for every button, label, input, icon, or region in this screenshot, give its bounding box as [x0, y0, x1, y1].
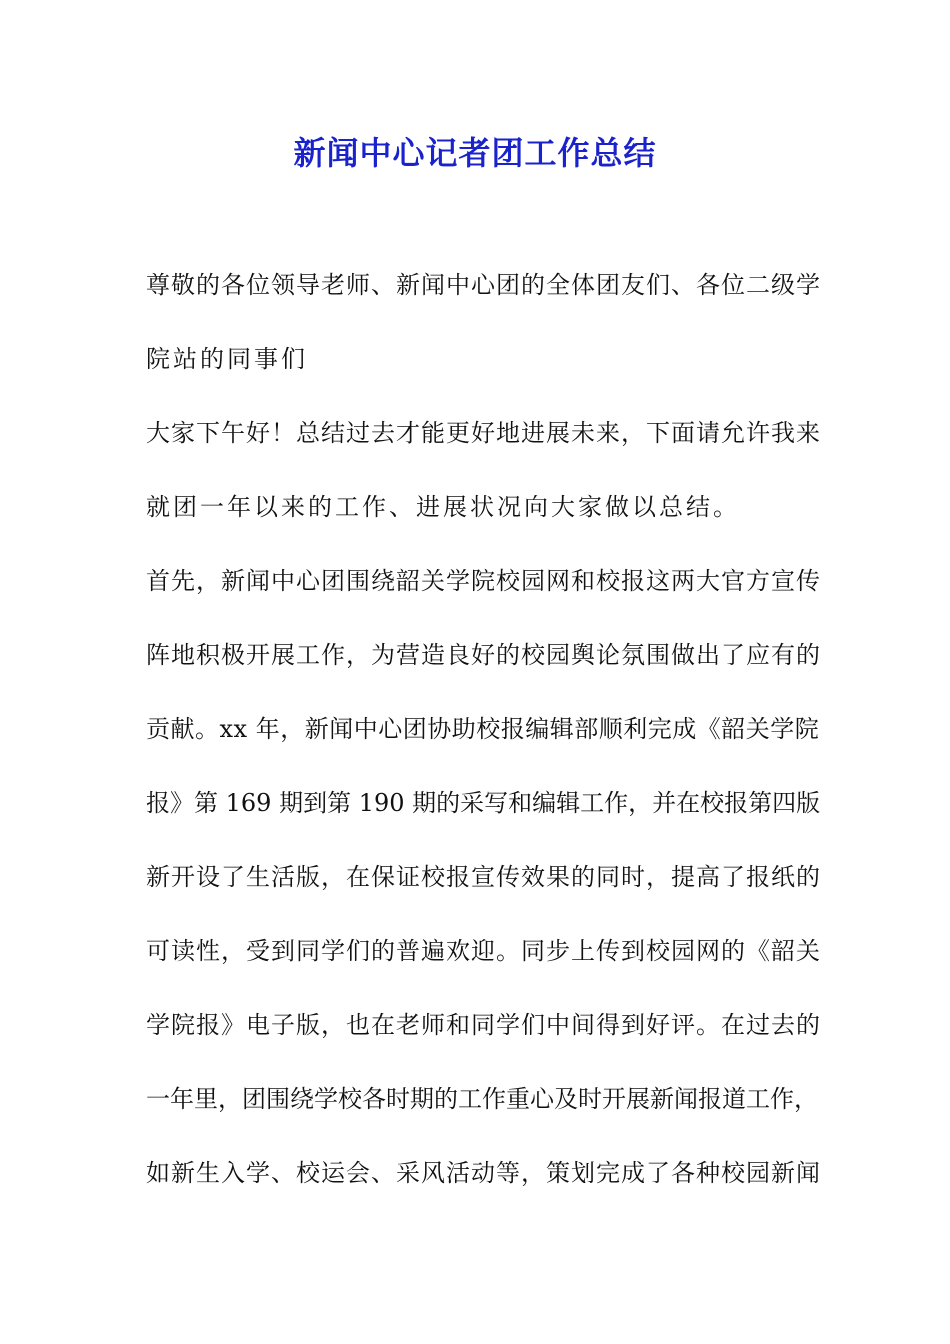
document-title: 新闻中心记者团工作总结: [293, 134, 657, 172]
body-line: 贡献。xx 年，新闻中心团协助校报编辑部顺利完成《韶关学院: [146, 715, 820, 743]
body-line: 就团一年以来的工作、进展状况向大家做以总结。: [146, 493, 740, 521]
body-line: 可读性，受到同学们的普遍欢迎。同步上传到校园网的《韶关: [146, 937, 821, 965]
document-body: [146, 263, 826, 1225]
body-line: 大家下午好！总结过去才能更好地进展未来，下面请允许我来: [146, 419, 821, 447]
body-line: 新开设了生活版，在保证校报宣传效果的同时，提高了报纸的: [146, 863, 821, 891]
body-line: 尊敬的各位领导老师、新闻中心团的全体团友们、各位二级学: [146, 271, 821, 299]
body-line: 院站的同事们: [146, 345, 308, 373]
body-line: 学院报》电子版，也在老师和同学们中间得到好评。在过去的: [146, 1011, 821, 1039]
body-line: 一年里，团围绕学校各时期的工作重心及时开展新闻报道工作，: [146, 1085, 818, 1113]
body-line: 阵地积极开展工作，为营造良好的校园舆论氛围做出了应有的: [146, 641, 821, 669]
body-line: 如新生入学、校运会、采风活动等，策划完成了各种校园新闻: [146, 1159, 821, 1187]
body-line: 报》第 169 期到第 190 期的采写和编辑工作，并在校报第四版: [146, 789, 821, 817]
body-line: 首先，新闻中心团围绕韶关学院校园网和校报这两大官方宣传: [146, 567, 821, 595]
